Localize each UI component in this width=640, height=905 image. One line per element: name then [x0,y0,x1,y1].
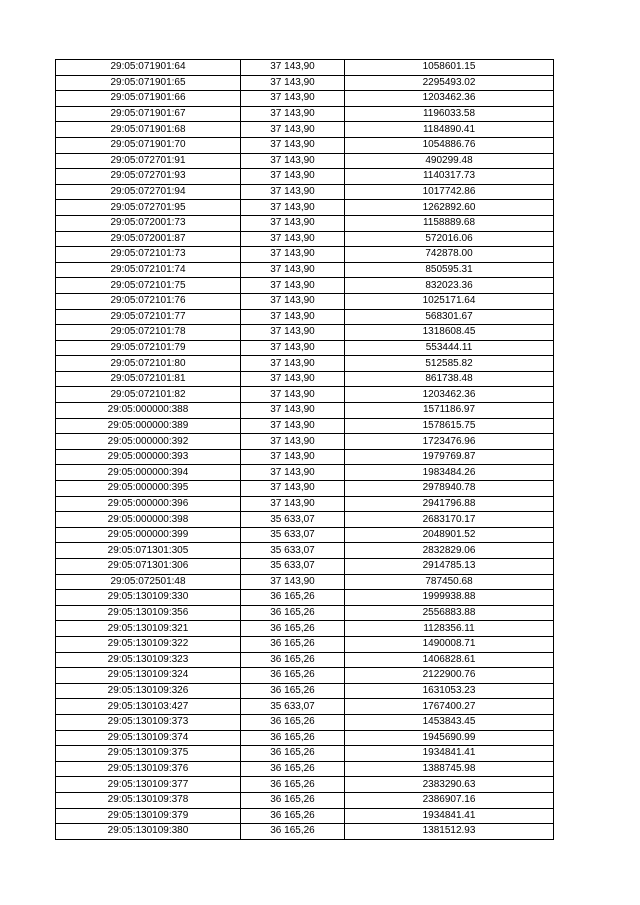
cadastral-number-cell: 29:05:000000:389 [56,418,241,434]
price-cell: 36 165,26 [241,761,345,777]
price-cell: 37 143,90 [241,200,345,216]
table-row [56,231,554,247]
cadastral-number-cell: 29:05:130109:324 [56,668,241,684]
value-cell: 1262892.60 [345,200,554,216]
cadastral-number-cell: 29:05:130109:373 [56,714,241,730]
cadastral-number-cell: 29:05:000000:396 [56,496,241,512]
value-cell: 2941796.88 [345,496,554,512]
cadastral-number-cell: 29:05:071901:70 [56,137,241,153]
price-cell: 37 143,90 [241,278,345,294]
cadastral-number-cell: 29:05:130109:356 [56,605,241,621]
value-cell: 1140317.73 [345,169,554,185]
table-row [56,512,554,528]
price-cell: 37 143,90 [241,169,345,185]
cadastral-number-cell: 29:05:072701:95 [56,200,241,216]
value-cell: 1203462.36 [345,91,554,107]
table-row [56,153,554,169]
price-cell: 37 143,90 [241,418,345,434]
value-cell: 832023.36 [345,278,554,294]
price-cell: 37 143,90 [241,387,345,403]
table-row [56,527,554,543]
cadastral-number-cell: 29:05:130109:374 [56,730,241,746]
value-cell: 2556883.88 [345,605,554,621]
price-cell: 37 143,90 [241,247,345,263]
table-row [56,169,554,185]
price-cell: 36 165,26 [241,605,345,621]
price-cell: 37 143,90 [241,75,345,91]
cadastral-number-cell: 29:05:071901:66 [56,91,241,107]
cadastral-number-cell: 29:05:072701:93 [56,169,241,185]
table-row [56,590,554,606]
table-row [56,434,554,450]
value-cell: 1196033.58 [345,106,554,122]
table-row [56,200,554,216]
cadastral-number-cell: 29:05:072101:73 [56,247,241,263]
data-table [55,59,554,840]
cadastral-number-cell: 29:05:072101:76 [56,293,241,309]
price-cell: 36 165,26 [241,730,345,746]
price-cell: 37 143,90 [241,137,345,153]
table-row [56,449,554,465]
table-row [56,559,554,575]
price-cell: 37 143,90 [241,122,345,138]
value-cell: 553444.11 [345,340,554,356]
value-cell: 1934841.41 [345,746,554,762]
price-cell: 36 165,26 [241,808,345,824]
value-cell: 2048901.52 [345,527,554,543]
cadastral-number-cell: 29:05:072101:79 [56,340,241,356]
cadastral-number-cell: 29:05:000000:393 [56,449,241,465]
value-cell: 1979769.87 [345,449,554,465]
price-cell: 37 143,90 [241,340,345,356]
table-body [56,60,554,840]
cadastral-number-cell: 29:05:130109:376 [56,761,241,777]
price-cell: 36 165,26 [241,636,345,652]
price-cell: 36 165,26 [241,777,345,793]
cadastral-number-cell: 29:05:130109:380 [56,824,241,840]
price-cell: 37 143,90 [241,91,345,107]
table-row [56,543,554,559]
cadastral-number-cell: 29:05:000000:399 [56,527,241,543]
cadastral-number-cell: 29:05:000000:398 [56,512,241,528]
value-cell: 1058601.15 [345,60,554,76]
cadastral-number-cell: 29:05:072001:87 [56,231,241,247]
price-cell: 36 165,26 [241,652,345,668]
table-row [56,621,554,637]
value-cell: 1983484.26 [345,465,554,481]
table-row [56,761,554,777]
price-cell: 37 143,90 [241,106,345,122]
cadastral-number-cell: 29:05:072701:91 [56,153,241,169]
value-cell: 1318608.45 [345,325,554,341]
price-cell: 35 633,07 [241,512,345,528]
price-cell: 37 143,90 [241,434,345,450]
price-cell: 37 143,90 [241,153,345,169]
cadastral-number-cell: 29:05:072101:80 [56,356,241,372]
cadastral-number-cell: 29:05:072101:81 [56,371,241,387]
table-row [56,465,554,481]
table-row [56,278,554,294]
price-cell: 36 165,26 [241,683,345,699]
table-row [56,184,554,200]
cadastral-number-cell: 29:05:072001:73 [56,215,241,231]
price-cell: 37 143,90 [241,215,345,231]
price-cell: 36 165,26 [241,746,345,762]
value-cell: 1999938.88 [345,590,554,606]
table-row [56,746,554,762]
cadastral-number-cell: 29:05:072101:78 [56,325,241,341]
value-cell: 1128356.11 [345,621,554,637]
table-row [56,636,554,652]
table-row [56,60,554,76]
table-row [56,699,554,715]
price-cell: 37 143,90 [241,293,345,309]
value-cell: 1571186.97 [345,403,554,419]
value-cell: 2122900.76 [345,668,554,684]
cadastral-number-cell: 29:05:071301:305 [56,543,241,559]
cadastral-number-cell: 29:05:130109:322 [56,636,241,652]
cadastral-number-cell: 29:05:071901:64 [56,60,241,76]
value-cell: 2295493.02 [345,75,554,91]
price-cell: 37 143,90 [241,309,345,325]
price-cell: 37 143,90 [241,449,345,465]
value-cell: 1203462.36 [345,387,554,403]
value-cell: 1578615.75 [345,418,554,434]
value-cell: 742878.00 [345,247,554,263]
price-cell: 37 143,90 [241,184,345,200]
table-row [56,91,554,107]
cadastral-number-cell: 29:05:072101:74 [56,262,241,278]
table-row [56,75,554,91]
table-row [56,340,554,356]
table-row [56,652,554,668]
value-cell: 850595.31 [345,262,554,278]
cadastral-number-cell: 29:05:000000:395 [56,481,241,497]
price-cell: 37 143,90 [241,481,345,497]
cadastral-number-cell: 29:05:130109:321 [56,621,241,637]
cadastral-number-cell: 29:05:130109:326 [56,683,241,699]
cadastral-number-cell: 29:05:072101:82 [56,387,241,403]
value-cell: 1158889.68 [345,215,554,231]
price-cell: 37 143,90 [241,403,345,419]
value-cell: 2383290.63 [345,777,554,793]
value-cell: 1025171.64 [345,293,554,309]
price-cell: 36 165,26 [241,590,345,606]
price-cell: 37 143,90 [241,496,345,512]
value-cell: 1631053.23 [345,683,554,699]
price-cell: 37 143,90 [241,231,345,247]
price-cell: 36 165,26 [241,668,345,684]
cadastral-number-cell: 29:05:000000:392 [56,434,241,450]
value-cell: 2832829.06 [345,543,554,559]
table-row [56,605,554,621]
price-cell: 35 633,07 [241,527,345,543]
cadastral-number-cell: 29:05:130109:379 [56,808,241,824]
value-cell: 1054886.76 [345,137,554,153]
cadastral-number-cell: 29:05:072701:94 [56,184,241,200]
table-row [56,574,554,590]
value-cell: 568301.67 [345,309,554,325]
cadastral-number-cell: 29:05:130109:378 [56,792,241,808]
cadastral-number-cell: 29:05:071901:65 [56,75,241,91]
price-cell: 37 143,90 [241,465,345,481]
value-cell: 2683170.17 [345,512,554,528]
value-cell: 2386907.16 [345,792,554,808]
price-cell: 35 633,07 [241,543,345,559]
table-row [56,496,554,512]
value-cell: 1406828.61 [345,652,554,668]
table-row [56,262,554,278]
price-cell: 37 143,90 [241,371,345,387]
table-row [56,293,554,309]
table-row [56,325,554,341]
table-row [56,808,554,824]
price-cell: 36 165,26 [241,792,345,808]
table-row [56,215,554,231]
table-row [56,106,554,122]
table-row [56,777,554,793]
cadastral-number-cell: 29:05:130109:330 [56,590,241,606]
value-cell: 1453843.45 [345,714,554,730]
table-row [56,371,554,387]
price-cell: 36 165,26 [241,824,345,840]
cadastral-number-cell: 29:05:130109:375 [56,746,241,762]
table-row [56,683,554,699]
value-cell: 1381512.93 [345,824,554,840]
value-cell: 1184890.41 [345,122,554,138]
price-cell: 36 165,26 [241,621,345,637]
value-cell: 512585.82 [345,356,554,372]
value-cell: 1945690.99 [345,730,554,746]
table-row [56,824,554,840]
cadastral-number-cell: 29:05:130109:323 [56,652,241,668]
table-row [56,403,554,419]
value-cell: 1388745.98 [345,761,554,777]
value-cell: 2978940.78 [345,481,554,497]
price-cell: 37 143,90 [241,356,345,372]
cadastral-number-cell: 29:05:071301:306 [56,559,241,575]
value-cell: 1934841.41 [345,808,554,824]
price-cell: 35 633,07 [241,559,345,575]
price-cell: 35 633,07 [241,699,345,715]
price-cell: 37 143,90 [241,574,345,590]
value-cell: 2914785.13 [345,559,554,575]
table-row [56,247,554,263]
value-cell: 787450.68 [345,574,554,590]
value-cell: 490299.48 [345,153,554,169]
table-row [56,714,554,730]
value-cell: 1490008.71 [345,636,554,652]
price-cell: 37 143,90 [241,325,345,341]
price-cell: 36 165,26 [241,714,345,730]
table-row [56,418,554,434]
cadastral-number-cell: 29:05:072101:77 [56,309,241,325]
cadastral-number-cell: 29:05:072501:48 [56,574,241,590]
cadastral-number-cell: 29:05:130109:377 [56,777,241,793]
table-row [56,792,554,808]
table-row [56,137,554,153]
price-cell: 37 143,90 [241,262,345,278]
table-row [56,481,554,497]
cadastral-number-cell: 29:05:071901:67 [56,106,241,122]
table-row [56,387,554,403]
value-cell: 1723476.96 [345,434,554,450]
table-row [56,730,554,746]
cadastral-number-cell: 29:05:072101:75 [56,278,241,294]
value-cell: 1767400.27 [345,699,554,715]
table-row [56,356,554,372]
table-row [56,309,554,325]
table-row [56,668,554,684]
table-row [56,122,554,138]
price-cell: 37 143,90 [241,60,345,76]
cadastral-number-cell: 29:05:071901:68 [56,122,241,138]
cadastral-number-cell: 29:05:000000:394 [56,465,241,481]
value-cell: 1017742.86 [345,184,554,200]
value-cell: 572016.06 [345,231,554,247]
cadastral-number-cell: 29:05:000000:388 [56,403,241,419]
value-cell: 861738.48 [345,371,554,387]
cadastral-number-cell: 29:05:130103:427 [56,699,241,715]
